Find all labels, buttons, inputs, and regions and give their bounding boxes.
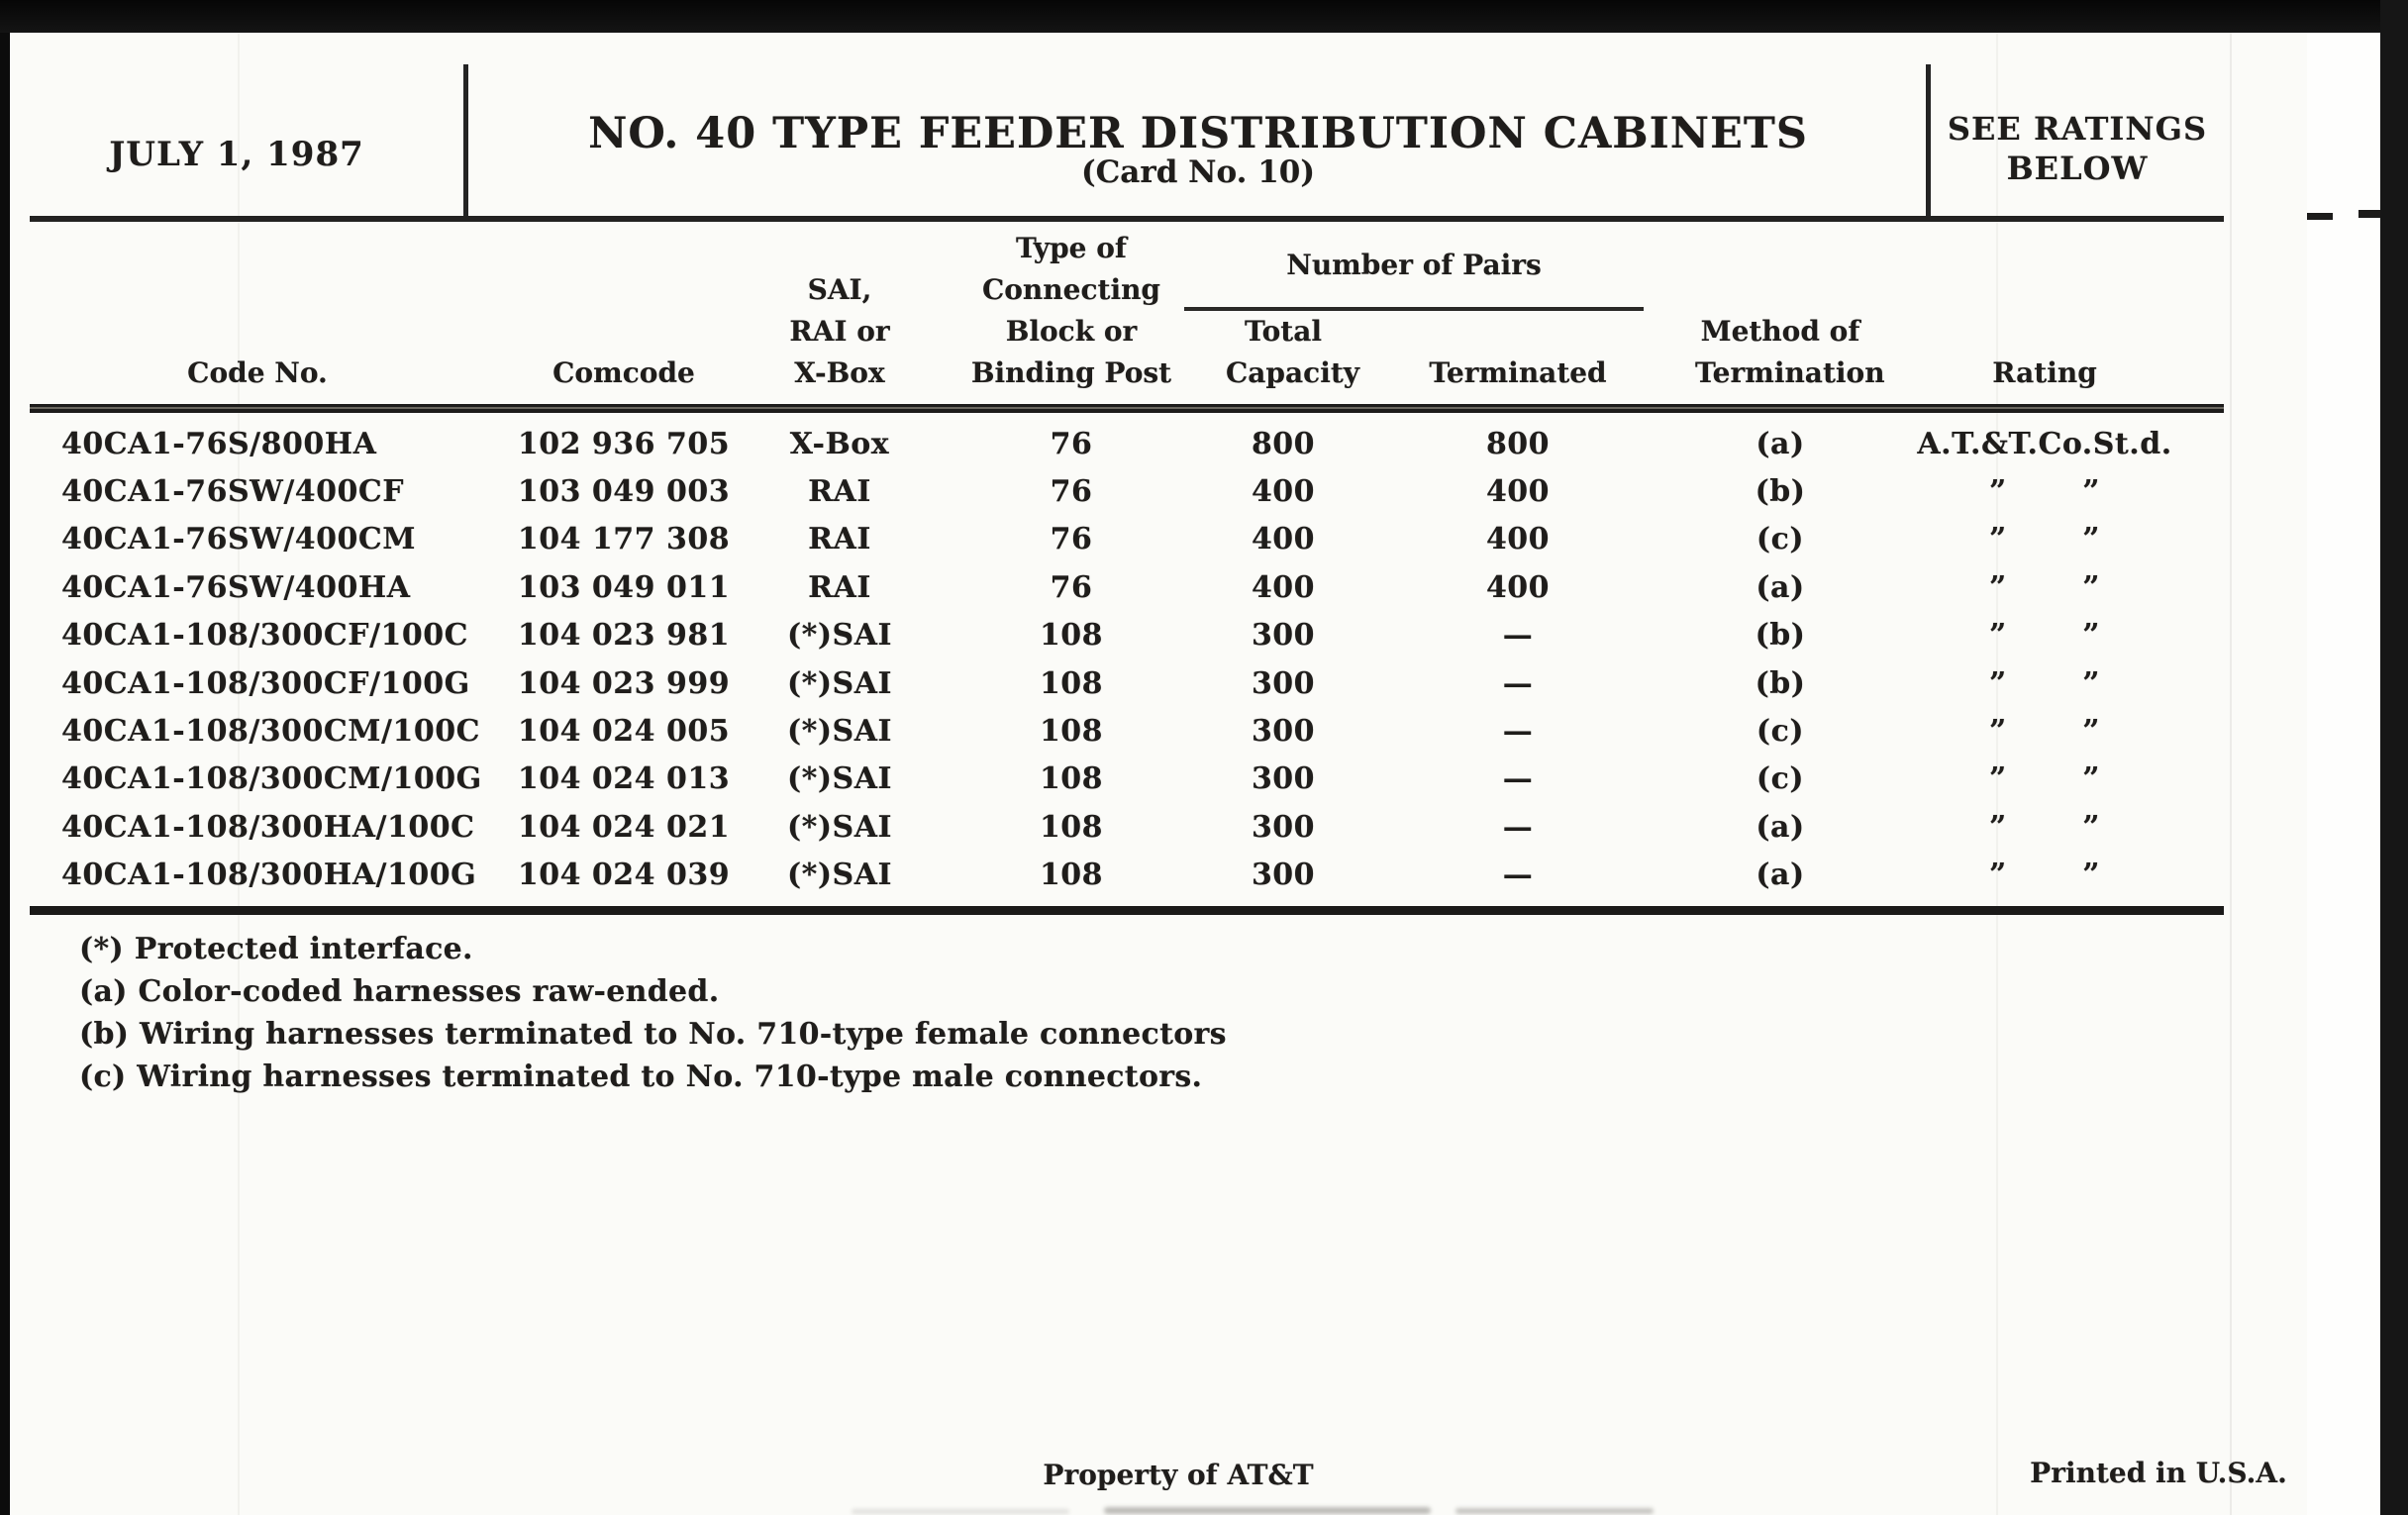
cell-method: (b) — [1755, 474, 1806, 510]
cell-terminated: — — [1502, 714, 1534, 750]
cell-rating: ” ” — [1988, 665, 2100, 701]
cell-code: 40CA1-108/300HA/100G — [61, 858, 477, 893]
adjacent-card-rule-fragment — [2358, 210, 2380, 218]
scan-border-right — [2380, 0, 2408, 1515]
cell-method: (a) — [1756, 858, 1805, 893]
column-header-terminated: Terminated — [1429, 356, 1607, 389]
cell-total: 400 — [1251, 474, 1316, 510]
column-header-connecting-block: Type of Connecting Block or Binding Post — [970, 232, 1172, 389]
scan-smudge — [852, 1509, 1069, 1514]
cell-rating: ” ” — [1988, 714, 2100, 750]
scan-border-top — [0, 0, 2408, 33]
cell-comcode: 103 049 011 — [517, 569, 731, 605]
ratings-note — [1931, 109, 2224, 188]
cell-code: 40CA1-108/300HA/100C — [61, 809, 475, 845]
table-row — [30, 852, 2224, 899]
table-bottom-rule — [30, 906, 2224, 915]
cell-sai: RAI — [808, 569, 871, 605]
card-subtitle: (Card No. 10) — [1080, 154, 1316, 190]
cell-comcode: 104 024 005 — [517, 714, 731, 750]
scan-smudge — [1455, 1508, 1654, 1514]
footnote-protected-interface: (*) Protected interface. — [79, 932, 473, 966]
cell-total: 300 — [1251, 809, 1316, 845]
column-group-number-of-pairs: Number of Pairs — [1286, 249, 1542, 281]
footer-property: Property of AT&T — [1043, 1459, 1314, 1491]
footer-printed: Printed in U.S.A. — [2030, 1457, 2287, 1489]
cell-code: 40CA1-108/300CM/100G — [61, 761, 482, 797]
cell-sai: (*)SAI — [786, 618, 893, 654]
cell-code: 40CA1-76S/800HA — [61, 426, 377, 461]
cell-total: 300 — [1251, 714, 1316, 750]
cell-terminated: — — [1502, 665, 1534, 701]
cell-sai: (*)SAI — [786, 714, 893, 750]
cell-sai: (*)SAI — [786, 761, 893, 797]
header-divider-left — [463, 64, 468, 220]
cell-total: 300 — [1251, 761, 1316, 797]
scan-border-left — [0, 33, 10, 1515]
cell-comcode: 103 049 003 — [517, 474, 731, 510]
cell-sai: (*)SAI — [786, 665, 893, 701]
cell-sai: (*)SAI — [786, 858, 893, 893]
table-row — [30, 563, 2224, 611]
cell-comcode: 104 023 981 — [517, 618, 731, 654]
cell-code: 40CA1-108/300CM/100C — [61, 714, 480, 750]
cell-comcode: 102 936 705 — [517, 426, 731, 461]
cell-rating: ” ” — [1988, 569, 2100, 605]
cell-method: (c) — [1756, 714, 1805, 750]
cell-terminated: 400 — [1485, 474, 1551, 510]
cell-total: 800 — [1251, 426, 1316, 461]
cell-rating: ” ” — [1988, 809, 2100, 845]
table-body — [30, 420, 2224, 899]
footnote-c: (c) Wiring harnesses terminated to No. 710-type male connectors. — [79, 1060, 1203, 1094]
cell-sai: RAI — [808, 522, 871, 557]
cell-block: 76 — [1050, 474, 1093, 510]
cell-rating: ” ” — [1988, 761, 2100, 797]
cell-block: 108 — [1039, 809, 1104, 845]
cell-code: 40CA1-76SW/400CM — [61, 522, 416, 557]
cell-method: (a) — [1756, 426, 1805, 461]
column-header-comcode: Comcode — [552, 356, 695, 389]
header-bottom-rule — [30, 216, 2224, 222]
cell-sai: X-Box — [789, 426, 890, 461]
adjacent-card-rule-fragment — [2307, 213, 2333, 220]
cell-method: (b) — [1755, 665, 1806, 701]
column-header-code-no: Code No. — [187, 356, 328, 389]
cell-block: 76 — [1050, 426, 1093, 461]
cell-comcode: 104 024 039 — [517, 858, 731, 893]
cell-code: 40CA1-108/300CF/100C — [61, 618, 469, 654]
card-right-edge-crease — [2230, 33, 2232, 1515]
column-header-total-capacity: Total Capacity — [1226, 315, 1360, 389]
table-row — [30, 420, 2224, 467]
cell-block: 108 — [1039, 761, 1104, 797]
cell-terminated: — — [1502, 761, 1534, 797]
cell-terminated: 400 — [1485, 569, 1551, 605]
cell-method: (b) — [1755, 618, 1806, 654]
cell-method: (a) — [1756, 569, 1805, 605]
table-row — [30, 516, 2224, 563]
column-header-rating: Rating — [1992, 356, 2097, 389]
cell-terminated: — — [1502, 618, 1534, 654]
ratings-note-line: SEE RATINGS — [1947, 110, 2208, 148]
cell-terminated: — — [1502, 858, 1534, 893]
table-row — [30, 756, 2224, 803]
cell-block: 108 — [1039, 665, 1104, 701]
table-row — [30, 467, 2224, 515]
footnote-b: (b) Wiring harnesses terminated to No. 710-type female connectors — [79, 1017, 1227, 1052]
cell-block: 108 — [1039, 714, 1104, 750]
footnote-a: (a) Color-coded harnesses raw-ended. — [79, 974, 720, 1009]
table-header — [30, 230, 2224, 404]
cell-total: 400 — [1251, 569, 1316, 605]
table-row — [30, 707, 2224, 755]
cell-block: 76 — [1050, 569, 1093, 605]
card-date: JULY 1, 1987 — [109, 135, 364, 174]
cell-code: 40CA1-108/300CF/100G — [61, 665, 470, 701]
cell-total: 400 — [1251, 522, 1316, 557]
cell-sai: RAI — [808, 474, 871, 510]
ratings-note-line: BELOW — [2006, 150, 2149, 187]
cell-method: (a) — [1756, 809, 1805, 845]
cell-comcode: 104 023 999 — [517, 665, 731, 701]
scan-smudge — [1104, 1507, 1431, 1514]
cell-method: (c) — [1756, 522, 1805, 557]
cell-code: 40CA1-76SW/400HA — [61, 569, 411, 605]
cell-comcode: 104 024 021 — [517, 809, 731, 845]
table-row — [30, 803, 2224, 851]
cell-rating: ” ” — [1988, 858, 2100, 893]
column-header-method-of-termination: Method of Termination — [1695, 315, 1885, 389]
cell-rating: A.T.&T.Co.St.d. — [1917, 426, 2172, 461]
cell-total: 300 — [1251, 618, 1316, 654]
table-row — [30, 612, 2224, 659]
column-header-sai-rai-xbox: SAI, RAI or X-Box — [789, 273, 890, 389]
cell-comcode: 104 177 308 — [517, 522, 731, 557]
cell-rating: ” ” — [1988, 618, 2100, 654]
cell-terminated: 800 — [1485, 426, 1551, 461]
cell-sai: (*)SAI — [786, 809, 893, 845]
card-title: NO. 40 TYPE FEEDER DISTRIBUTION CABINETS — [588, 109, 1808, 158]
cell-block: 76 — [1050, 522, 1093, 557]
table-row — [30, 659, 2224, 707]
cell-method: (c) — [1756, 761, 1805, 797]
cell-terminated: 400 — [1485, 522, 1551, 557]
cell-total: 300 — [1251, 665, 1316, 701]
table-header-rule — [30, 404, 2224, 413]
cell-block: 108 — [1039, 618, 1104, 654]
card-edge-gutter — [2307, 33, 2380, 1515]
cell-rating: ” ” — [1988, 522, 2100, 557]
cell-total: 300 — [1251, 858, 1316, 893]
cell-comcode: 104 024 013 — [517, 761, 731, 797]
cell-block: 108 — [1039, 858, 1104, 893]
cell-code: 40CA1-76SW/400CF — [61, 474, 405, 510]
cell-rating: ” ” — [1988, 474, 2100, 510]
cell-terminated: — — [1502, 809, 1534, 845]
